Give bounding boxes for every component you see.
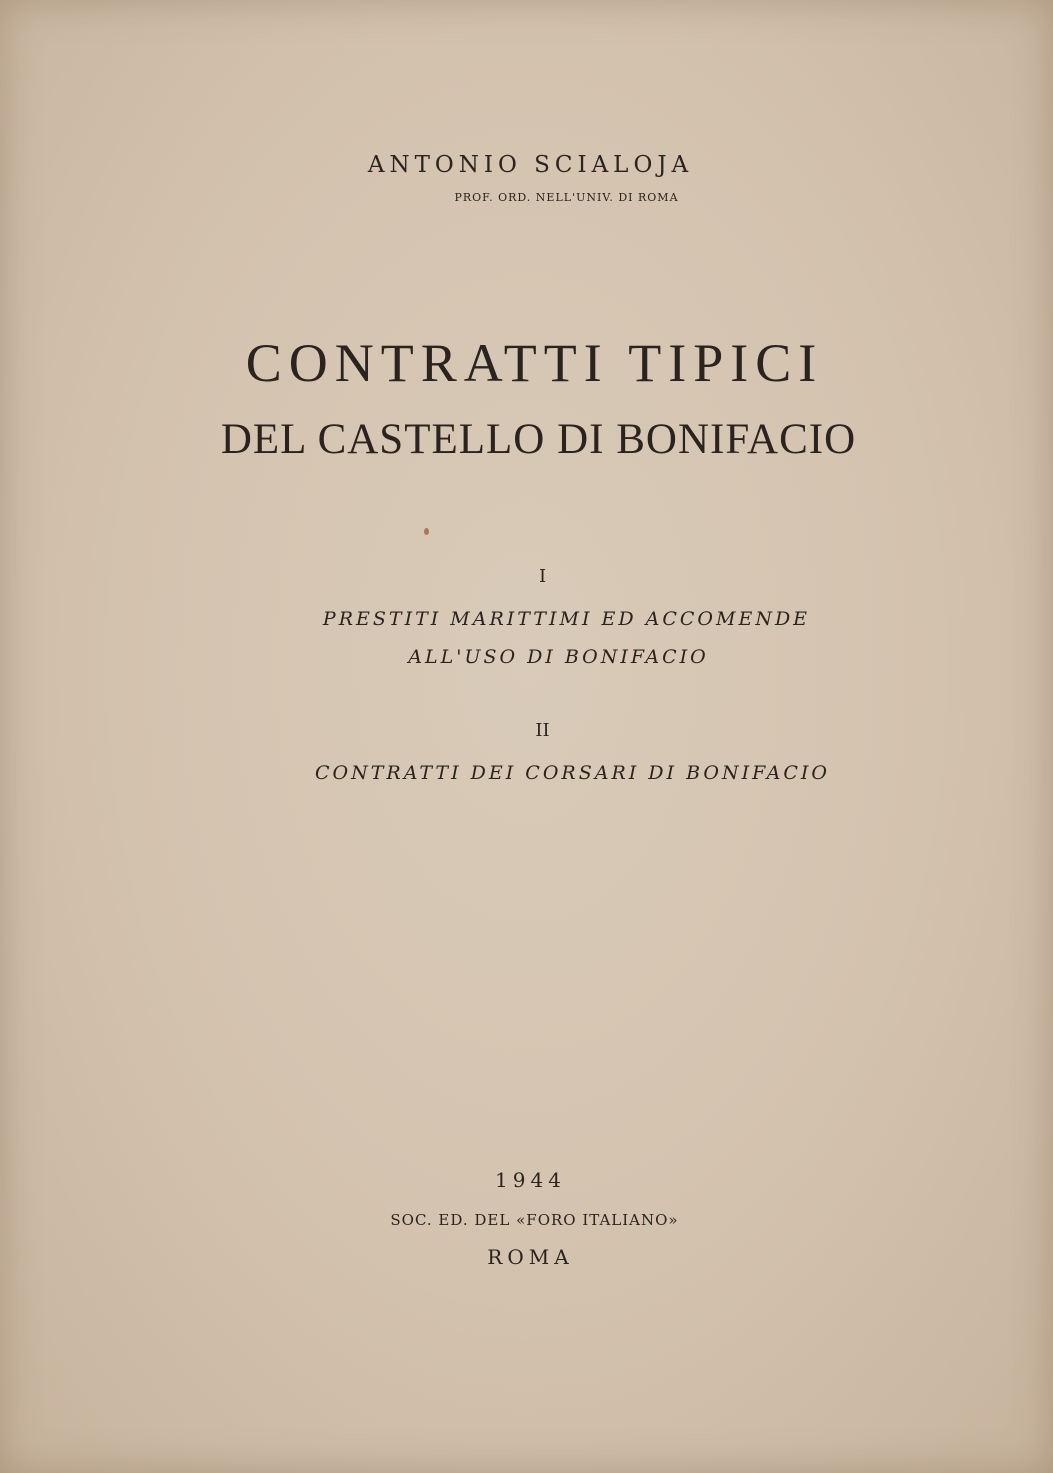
part-one-title-line-1: PRESTITI MARITTIMI ED ACCOMENDE [322, 608, 811, 630]
publication-city: ROMA [487, 1245, 574, 1269]
part-one-title-line-2: ALL'USO DI BONIFACIO [408, 646, 709, 668]
author-name: ANTONIO SCIALOJA [367, 152, 694, 178]
book-title-line-1: CONTRATTI TIPICI [245, 333, 824, 393]
publication-year: 1944 [495, 1168, 566, 1192]
author-affiliation: PROF. ORD. NELL'UNIV. DI ROMA [454, 191, 679, 204]
publisher-name: SOC. ED. DEL «FORO ITALIANO» [390, 1211, 679, 1229]
part-one-numeral: I [538, 566, 547, 587]
book-title-line-2: DEL CASTELLO DI BONIFACIO [220, 416, 857, 463]
part-two-numeral: II [535, 720, 550, 741]
part-two-title: CONTRATTI DEI CORSARI DI BONIFACIO [315, 762, 830, 784]
paper-stain [424, 528, 429, 535]
